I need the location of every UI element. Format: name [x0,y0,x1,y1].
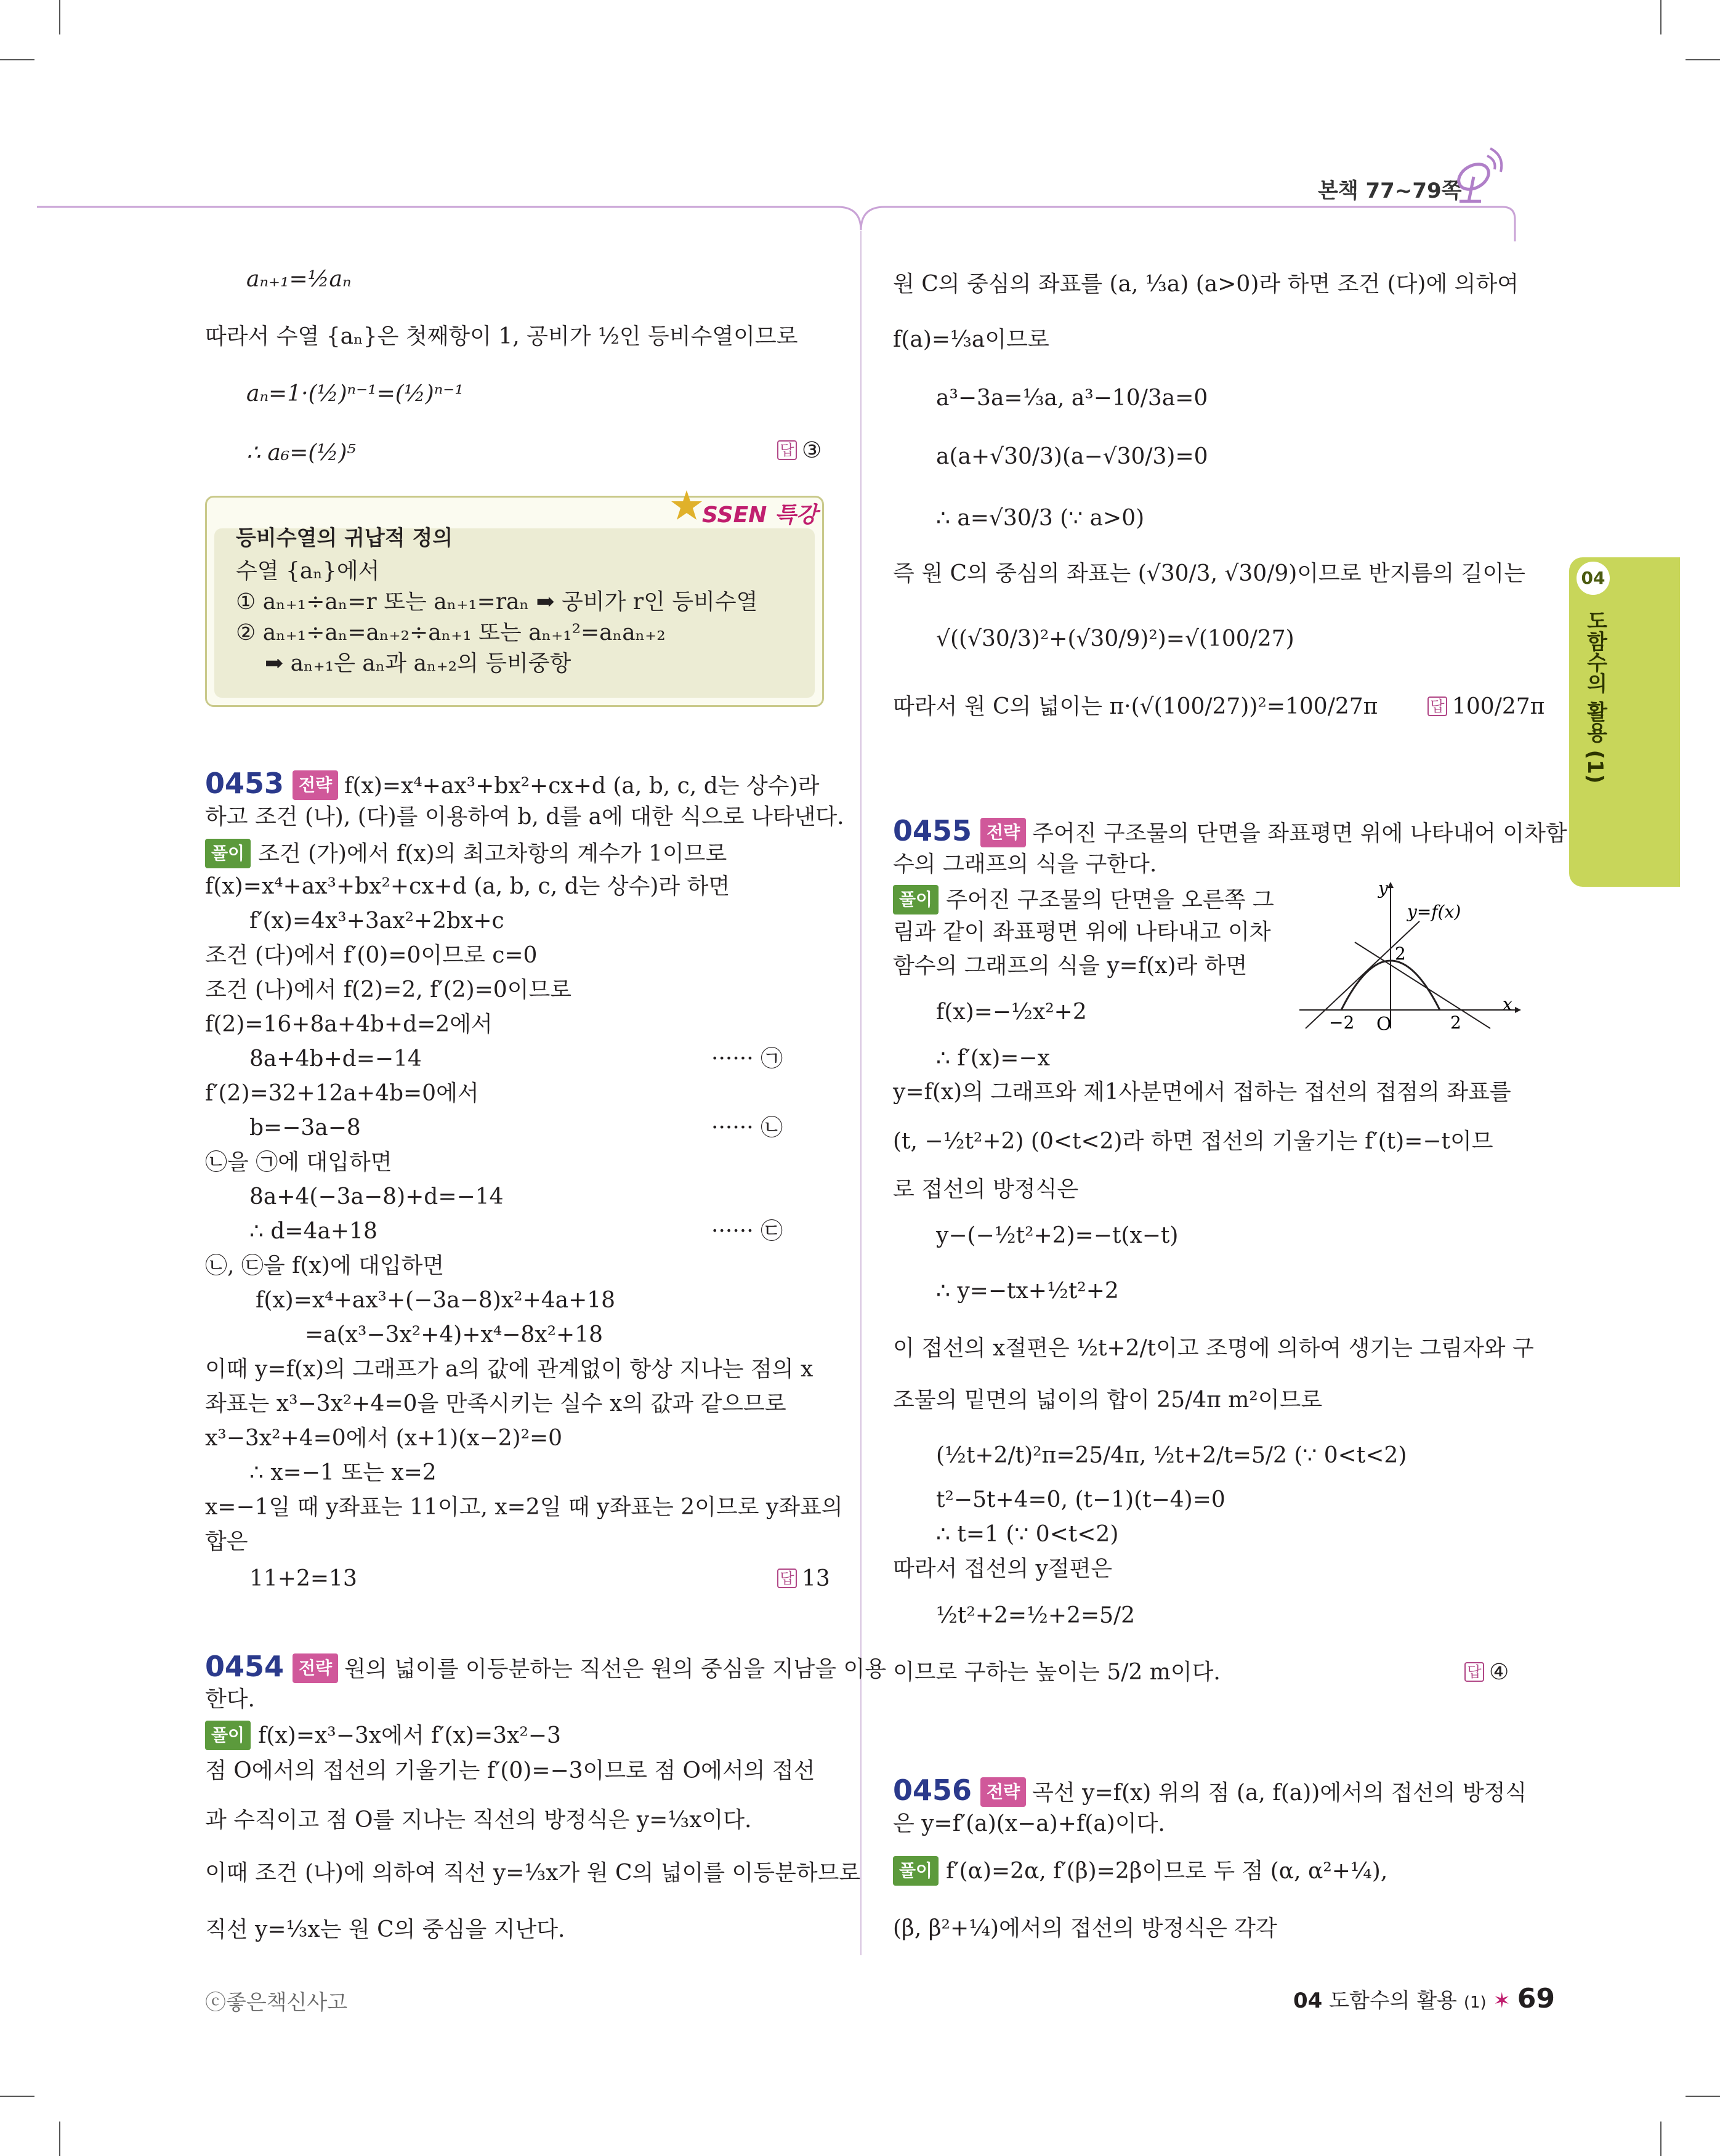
strategy-text: f(x)=x⁴+ax³+bx²+cx+d (a, b, c, d는 상수)라 [344,773,820,799]
solution-text: 함수의 그래프의 식을 y=f(x)라 하면 [893,953,1248,979]
solution-text: =a(x³−3x²+4)+x⁴−8x²+18 [305,1322,603,1347]
footer-chapter-part: (1) [1463,1993,1487,2012]
solution-text: 이때 y=f(x)의 그래프가 a의 값에 관계없이 항상 지나는 점의 x [205,1357,814,1382]
publisher-label: ⓒ좋은책신사고 [205,1990,348,2015]
answer-value: 100/27π [1452,694,1545,719]
solution-text: 8a+4(−3a−8)+d=−14 [249,1184,504,1209]
solution-text: t²−5t+4=0, (t−1)(t−4)=0 [936,1487,1225,1512]
strategy-tag: 전략 [293,770,338,800]
answer-label [777,437,822,464]
problem-number: 0454 [205,1650,285,1683]
solution-text: ∴ f′(x)=−x [936,1046,1050,1071]
problem-number: 0456 [893,1774,972,1807]
solution-text: 점 O에서의 접선의 기울기는 f′(0)=−3이므로 점 O에서의 접선 [205,1758,815,1783]
crop-mark [59,0,60,34]
equation-marker: ······ ㉡ [711,1115,783,1141]
tip-line: ① aₙ₊₁÷aₙ=r 또는 aₙ₊₁=raₙ ➡ 공비가 r인 등비수열 [236,589,758,615]
answer-value: ④ [1489,1660,1509,1685]
graph-label-2x: 2 [1450,1012,1461,1033]
solution-text: 따라서 원 C의 넓이는 π·(√(100/27))²=100/27π [893,694,1378,719]
crop-mark [1660,2122,1661,2156]
answer-label [1427,693,1544,721]
footer-chapter-title: 도함수의 활용 [1329,1988,1458,2013]
side-tab-number: 04 [1577,562,1610,595]
strategy-text: 원의 넓이를 이등분하는 직선은 원의 중심을 지남을 이용 [344,1657,887,1682]
side-tab-title: 도함수의 활용 (1) [1583,610,1607,784]
graph-label-f: y=f(x) [1407,902,1461,922]
solution-tag: 풀이 [205,1721,251,1750]
solution-text: x=−1일 때 y좌표는 11이고, x=2일 때 y좌표는 2이므로 y좌표의 [205,1495,843,1520]
solution-text: 주어진 구조물의 단면을 오른쪽 그 [946,887,1274,913]
solution-text: f(x)=x³−3x에서 f′(x)=3x²−3 [258,1723,561,1748]
solution-text: ∴ x=−1 또는 x=2 [249,1460,437,1485]
solution-text: x³−3x²+4=0에서 (x+1)(x−2)²=0 [205,1426,563,1451]
strategy-tag: 전략 [980,818,1026,847]
footer-star-icon: ✶ [1493,1988,1511,2013]
tip-line: ➡ aₙ₊₁은 aₙ과 aₙ₊₂의 등비중항 [265,651,571,676]
crop-mark [1660,0,1661,34]
solution-text: 따라서 접선의 y절편은 [893,1556,1113,1581]
solution-text: 조건 (나)에서 f(2)=2, f′(2)=0이므로 [205,977,572,1003]
solution-text: ∴ t=1 (∵ 0<t<2) [936,1522,1119,1547]
solution-text: 조건 (다)에서 f′(0)=0이므로 c=0 [205,943,538,968]
crop-mark [1686,2096,1720,2097]
solution-text: ㉡, ㉢을 f(x)에 대입하면 [205,1253,445,1278]
solution-text: 과 수직이고 점 O를 지나는 직선의 방정식은 y=⅓x이다. [205,1807,752,1833]
solution-line [893,1856,1387,1886]
problem-header [893,1774,1527,1807]
solution-text: b=−3a−8 [249,1115,361,1141]
equation-marker: ······ ㉠ [711,1046,783,1072]
eq-line: aₙ₊₁=½aₙ [246,267,352,292]
solution-text: f′(2)=32+12a+4b=0에서 [205,1081,479,1106]
tip-line: 수열 {aₙ}에서 [236,559,380,584]
answer-mark-icon: 답 [777,440,797,460]
solution-text: 이므로 구하는 높이는 5/2 m이다. [893,1660,1221,1685]
solution-text: a³−3a=⅓a, a³−10/3a=0 [936,386,1208,411]
problem-number: 0453 [205,767,285,800]
eq-line: aₙ=1·(½)ⁿ⁻¹=(½)ⁿ⁻¹ [246,381,464,406]
solution-line [893,885,1274,914]
answer-label [777,1565,830,1593]
solution-text: 이때 조건 (나)에 의하여 직선 y=⅓x가 원 C의 넓이를 이등분하므로 [205,1860,861,1886]
solution-text: 이 접선의 x절편은 ½t+2/t이고 조명에 의하여 생기는 그림자와 구 [893,1336,1534,1361]
solution-text: f(x)=x⁴+ax³+(−3a−8)x²+4a+18 [256,1288,616,1313]
problem-header [205,767,820,800]
strategy-tag: 전략 [980,1777,1026,1807]
answer-value: ③ [802,438,822,463]
graph-label-m2: −2 [1329,1012,1355,1033]
problem-header [893,814,1567,847]
solution-text: (β, β²+¼)에서의 접선의 방정식은 각각 [893,1916,1277,1941]
crop-mark [0,59,34,60]
solution-tag: 풀이 [893,1856,939,1886]
crop-mark [0,2096,34,2097]
tip-badge: SSEN 특강 [702,503,818,528]
solution-text: 조건 (가)에서 f(x)의 최고차항의 계수가 1이므로 [258,841,727,866]
solution-text: f′(x)=4x³+3ax²+2bx+c [249,908,504,934]
answer-mark-icon: 답 [1464,1662,1484,1682]
answer-mark-icon: 답 [1427,696,1447,716]
graph-label-x: x [1503,994,1512,1014]
solution-text: y=f(x)의 그래프와 제1사분면에서 접하는 접선의 접점의 좌표를 [893,1080,1511,1105]
answer-label [1464,1659,1509,1686]
solution-text: 원 C의 중심의 좌표를 (a, ⅓a) (a>0)라 하면 조건 (다)에 의하여 [893,272,1519,297]
answer-value: 13 [802,1566,830,1591]
footer-chapter-num: 04 [1293,1988,1323,2013]
solution-text: f(a)=⅓a이므로 [893,327,1049,352]
solution-text: f(x)=x⁴+ax³+bx²+cx+d (a, b, c, d는 상수)라 하면 [205,874,730,899]
solution-text: (½t+2/t)²π=25/4π, ½t+2/t=5/2 (∵ 0<t<2) [936,1443,1407,1468]
solution-text: f(x)=−½x²+2 [936,999,1087,1025]
strategy-text: 하고 조건 (나), (다)를 이용하여 b, d를 a에 대한 식으로 나타낸다. [205,804,844,830]
solution-text: ∴ d=4a+18 [249,1219,378,1244]
solution-text: ∴ a=√30/3 (∵ a>0) [936,506,1145,531]
solution-text: ∴ y=−tx+½t²+2 [936,1278,1119,1304]
tip-title: 등비수열의 귀납적 정의 [236,526,453,551]
solution-text: 직선 y=⅓x는 원 C의 중심을 지난다. [205,1917,565,1942]
parabola-graph [1293,881,1521,1035]
solution-tag: 풀이 [205,839,251,868]
strategy-text: 주어진 구조물의 단면을 좌표평면 위에 나타내어 이차함 [1032,821,1567,846]
strategy-text: 은 y=f′(a)(x−a)+f(a)이다. [893,1811,1165,1836]
solution-text: ½t²+2=½+2=5/2 [936,1603,1136,1628]
graph-label-2y: 2 [1395,943,1406,964]
strategy-text: 곡선 y=f(x) 위의 점 (a, f(a))에서의 접선의 방정식 [1032,1780,1527,1806]
solution-text: 림과 같이 좌표평면 위에 나타내고 이차 [893,919,1271,945]
crop-mark [59,2122,60,2156]
solution-text: f′(α)=2α, f′(β)=2β이므로 두 점 (α, α²+¼), [946,1859,1388,1884]
page-number: 69 [1517,1983,1556,2014]
header-rule [37,197,1527,246]
solution-text: 좌표는 x³−3x²+4=0을 만족시키는 실수 x의 값과 같으므로 [205,1391,786,1416]
strategy-text: 수의 그래프의 식을 구한다. [893,852,1157,877]
solution-text: 8a+4b+d=−14 [249,1046,422,1072]
answer-mark-icon: 답 [777,1569,797,1588]
solution-text: (t, −½t²+2) (0<t<2)라 하면 접선의 기울기는 f′(t)=−t이므 [893,1129,1493,1154]
crop-mark [1686,59,1720,60]
solution-text: 즉 원 C의 중심의 좌표는 (√30/3, √30/9)이므로 반지름의 길이는 [893,561,1525,586]
solution-text: ㉡을 ㉠에 대입하면 [205,1150,392,1175]
graph-label-y: y [1378,881,1388,898]
solution-text: 로 접선의 방정식은 [893,1177,1079,1202]
strategy-text: 한다. [205,1687,255,1712]
column-divider [860,231,862,1955]
solution-text: 합은 [205,1529,248,1554]
problem-number: 0455 [893,814,972,847]
solution-text: √((√30/3)²+(√30/9)²)=√(100/27) [936,626,1294,652]
eq-line: ∴ a₆=(½)⁵ [246,440,356,466]
star-icon [668,487,705,523]
problem-header [205,1650,887,1683]
solution-tag: 풀이 [893,885,939,914]
text-line: 따라서 수열 {aₙ}은 첫째항이 1, 공비가 ½인 등비수열이므로 [205,324,798,349]
footer-chapter [1293,1983,1555,2014]
solution-line [205,839,727,868]
solution-text: a(a+√30/3)(a−√30/3)=0 [936,444,1208,469]
tip-line: ② aₙ₊₁÷aₙ=aₙ₊₂÷aₙ₊₁ 또는 aₙ₊₁²=aₙaₙ₊₂ [236,620,666,645]
graph-label-origin: O [1376,1014,1392,1035]
solution-text: 조물의 밑면의 넓이의 합이 25/4π m²이므로 [893,1387,1323,1413]
strategy-tag: 전략 [293,1653,338,1683]
solution-text: 11+2=13 [249,1566,357,1591]
header-ref-label: 본책 77~79쪽 [1318,179,1462,203]
solution-text: y−(−½t²+2)=−t(x−t) [936,1223,1179,1248]
solution-text: f(2)=16+8a+4b+d=2에서 [205,1012,493,1037]
solution-line [205,1721,561,1750]
equation-marker: ······ ㉢ [711,1219,783,1244]
